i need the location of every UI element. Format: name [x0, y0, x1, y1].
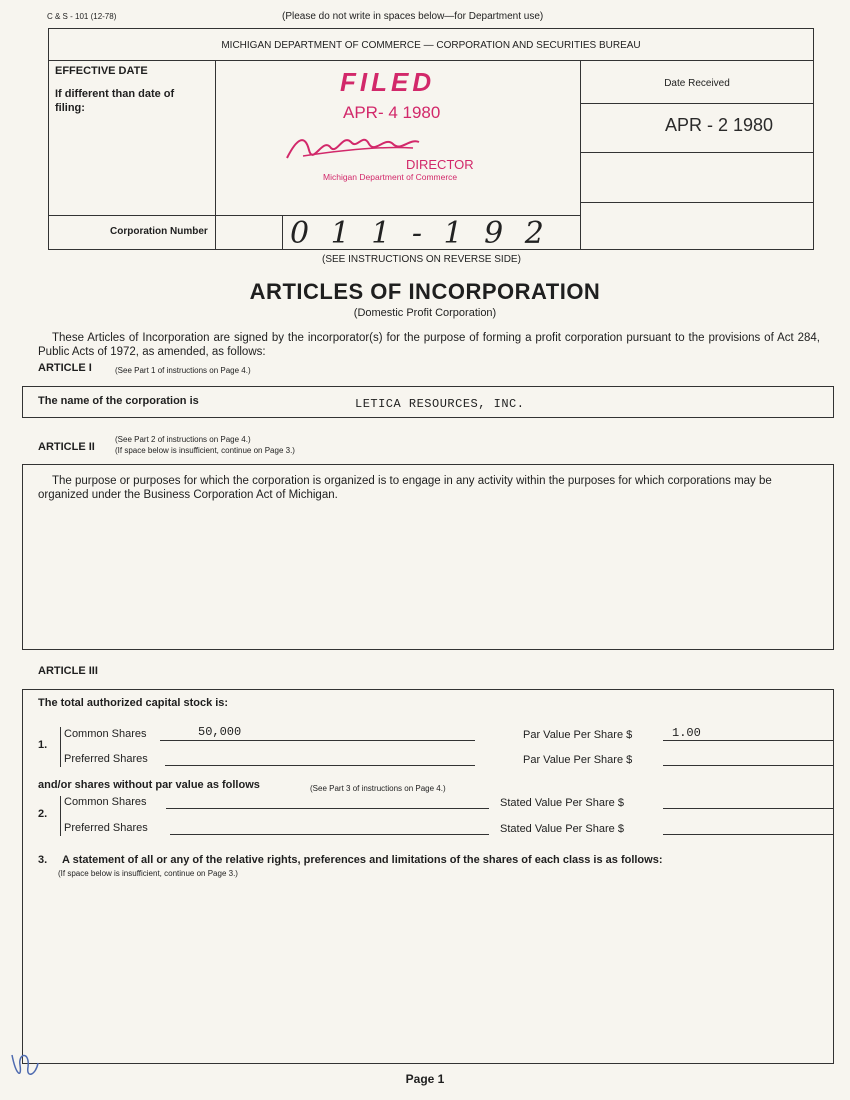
corporation-number-label: Corporation Number: [110, 226, 208, 237]
stated-value-label: Stated Value Per Share $: [500, 797, 624, 809]
par-value-label: Par Value Per Share $: [523, 729, 633, 741]
corporation-name-value: LETICA RESOURCES, INC.: [355, 397, 525, 411]
par-value-value: 1.00: [672, 726, 701, 740]
item-2-number: 2.: [38, 808, 48, 820]
corporation-name-label: The name of the corporation is: [38, 395, 199, 407]
preferred-shares-label: Preferred Shares: [64, 753, 148, 765]
form-id: C & S - 101 (12-78): [47, 12, 117, 21]
total-capital-label: The total authorized capital stock is:: [38, 697, 229, 709]
filed-stamp-date: APR- 4 1980: [343, 103, 441, 122]
department-use-notice: (Please do not write in spaces below—for Department use): [282, 11, 544, 22]
margin-handwritten-mark: [6, 1045, 42, 1085]
date-received-label: Date Received: [664, 78, 730, 89]
page-number: Page 1: [405, 1072, 445, 1086]
instructions-note: (SEE INSTRUCTIONS ON REVERSE SIDE): [322, 254, 521, 265]
par-value-label-2: Par Value Per Share $: [523, 754, 633, 766]
common-shares-label: Common Shares: [64, 728, 147, 740]
document-subtitle: (Domestic Profit Corporation): [353, 307, 497, 319]
article-2-heading: ARTICLE II: [38, 441, 95, 453]
corporation-number-value: 0 1 1 - 1 9 2: [290, 216, 550, 251]
article-2-purpose-text: The purpose or purposes for which the corporation is organized is to engage in any activity within the purposes for which corporations may be organized under the Business Corporation Act of Michigan.: [38, 475, 772, 501]
preferred-shares-label-2: Preferred Shares: [64, 822, 148, 834]
article-2-note-2: (If space below is insufficient, continue on Page 3.): [115, 446, 295, 455]
common-shares-label-2: Common Shares: [64, 796, 147, 808]
rights-statement-note: (If space below is insufficient, continue on Page 3.): [58, 869, 238, 878]
article-3-heading: ARTICLE III: [38, 665, 98, 677]
document-title: ARTICLES OF INCORPORATION: [249, 279, 601, 304]
article-1-heading: ARTICLE I: [38, 362, 92, 374]
bureau-title: MICHIGAN DEPARTMENT OF COMMERCE — CORPORATION AND SECURITIES BUREAU: [221, 40, 641, 51]
article-1-note: (See Part 1 of instructions on Page 4.): [115, 366, 251, 375]
rights-statement-label: A statement of all or any of the relative rights, preferences and limitations of the shares of each class is as follows:: [62, 854, 663, 866]
stated-value-label-2: Stated Value Per Share $: [500, 823, 624, 835]
effective-date-subtitle: If different than date of filing:: [55, 88, 175, 114]
director-signature: [283, 128, 423, 164]
without-par-label: and/or shares without par value as follows: [38, 779, 260, 791]
common-shares-value: 50,000: [198, 725, 242, 739]
stamp-director: DIRECTOR: [406, 157, 474, 172]
effective-date-title: EFFECTIVE DATE: [55, 65, 148, 77]
item-3-number: 3.: [38, 854, 48, 866]
item-1-number: 1.: [38, 739, 48, 751]
date-received-value: APR - 2 1980: [665, 115, 774, 135]
article-2-note-1: (See Part 2 of instructions on Page 4.): [115, 435, 251, 444]
stamp-department: Michigan Department of Commerce: [323, 172, 458, 182]
intro-paragraph: These Articles of Incorporation are signed by the incorporator(s) for the purpose of forming a profit corporation pursuant to the provisions of Act 284, Public Acts of 1972, as amended, as follows:: [38, 332, 820, 358]
filed-stamp: FILED: [340, 67, 436, 97]
without-par-note: (See Part 3 of instructions on Page 4.): [310, 784, 446, 793]
